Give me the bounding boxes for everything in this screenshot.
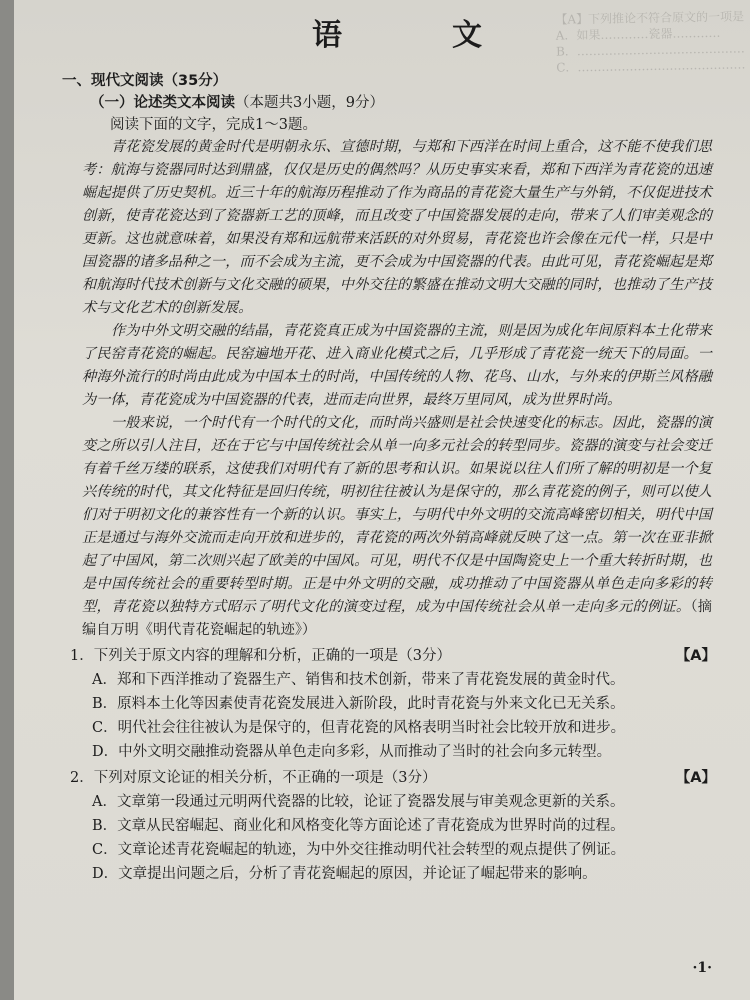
passage-source: （摘编自万明《明代青花瓷崛起的轨迹》） bbox=[82, 599, 712, 638]
page-number: ·1· bbox=[692, 960, 712, 976]
answer-mark: 【A】 bbox=[675, 648, 716, 664]
exam-page bbox=[14, 0, 750, 1000]
passage-paragraph bbox=[82, 412, 712, 642]
reading-passage bbox=[82, 136, 712, 642]
option-b: B．文章从民窑崛起、商业化和风格变化等方面论述了青花瓷成为世界时尚的过程。 bbox=[92, 818, 625, 834]
question-2 bbox=[70, 766, 716, 886]
question-stem bbox=[70, 766, 716, 790]
subsection-name: （一）论述类文本阅读 bbox=[90, 95, 235, 111]
answer-mark: 【A】 bbox=[675, 770, 716, 786]
question-stem-text: 1．下列关于原文内容的理解和分析，正确的一项是（3分） bbox=[70, 648, 451, 664]
question-1 bbox=[70, 644, 716, 764]
subsection-heading bbox=[82, 92, 712, 114]
option-a: A．文章第一段通过元明两代瓷器的比较，论证了瓷器发展与审美观念更新的关系。 bbox=[92, 794, 625, 810]
option-a: A．郑和下西洋推动了瓷器生产、销售和技术创新，带来了青花瓷发展的黄金时代。 bbox=[92, 672, 625, 688]
subsection-note: （本题共3小题，9分） bbox=[235, 95, 384, 111]
passage-paragraph-text: 一般来说，一个时代有一个时代的文化，而时尚兴盛则是社会快速变化的标志。因此，瓷器的演变之所以引人注目，还在于它与中国传统社会从单一向多元社会的转型同步。瓷器的演变与社会变迁有着千丝万缕的联系，这使我们对明代有了新的思考和认识。如果说以往人们所了解的明初是一个复兴传统的时代，其文化特征是回归传统，明初往往被认为是保守的，那么青花瓷的例子，则可以使人们对于明初文化的兼容性有一个新的认识。事实上，与明代中外文明的交流高峰密切相关，明代中国正是通过与海外交流而走向开放和进步的，青花瓷的两次外销高峰就反映了这一点。第一次在亚非掀起了中国风，第二次则兴起了欧美的中国风。可见，明代不仅是中国陶瓷史上一个重大转折时期，也是中国传统社会的重要转型时期。正是中外文明的交融，成功推动了中国瓷器从单色走向多彩的转型，青花瓷以独特方式昭示了明代文化的演变过程，成为中国传统社会从单一走向多元的例证。 bbox=[82, 415, 712, 615]
reading-instruction: 阅读下面的文字，完成1～3题。 bbox=[110, 117, 317, 133]
passage-paragraph: 青花瓷发展的黄金时代是明朝永乐、宣德时期，与郑和下西洋在时间上重合，这不能不使我们思考：航海与瓷器同时达到鼎盛，仅仅是历史的偶然吗？从历史事实来看，郑和下西洋为青花瓷的迅速崛起提供了历史契机。近三十年的航海历程推动了作为商品的青花瓷大量生产与外销，不仅促进技术创新，使青花瓷达到了瓷器新工艺的顶峰，而且改变了中国瓷器发展的走向，带来了人们审美观念的更新。这也就意味着，如果没有郑和远航带来活跃的对外贸易，青花瓷也许会像在元代一样，只是中国瓷器的诸多品种之一，而不会成为主流，更不会成为中国瓷器的代表。由此可见，青花瓷崛起是郑和航海时代技术创新与文化交融的硕果，中外交往的繁盛在推动文明大交融的同时，也推动了生产技术与文化艺术的创新发展。 bbox=[82, 139, 712, 316]
question-stem bbox=[70, 644, 716, 668]
option-d: D．文章提出问题之后，分析了青花瓷崛起的原因，并论证了崛起带来的影响。 bbox=[92, 866, 597, 882]
question-stem-text: 2．下列对原文论证的相关分析，不正确的一项是（3分） bbox=[70, 770, 437, 786]
option-d: D．中外文明交融推动瓷器从单色走向多彩，从而推动了当时的社会向多元转型。 bbox=[92, 744, 612, 760]
option-c: C．文章论述青花瓷崛起的轨迹，为中外交往推动明代社会转型的观点提供了例证。 bbox=[92, 842, 626, 858]
option-b: B．原料本土化等因素使青花瓷发展进入新阶段，此时青花瓷与外来文化已无关系。 bbox=[92, 696, 625, 712]
passage-paragraph: 作为中外文明交融的结晶，青花瓷真正成为中国瓷器的主流，则是因为成化年间原料本土化带来了民窑青花瓷的崛起。民窑遍地开花、进入商业化模式之后，几乎形成了青花瓷一统天下的局面。一种海外流行的时尚由此成为中国本土的时尚，中国传统的人物、花鸟、山水，与外来的伊斯兰风格融为一体，青花瓷成为中国瓷器的代表，进而走向世界，最终万里同风，成为世界时尚。 bbox=[82, 323, 712, 408]
section-heading: 一、现代文阅读（35分） bbox=[62, 73, 228, 89]
option-c: C．明代社会往往被认为是保守的，但青花瓷的风格表明当时社会比较开放和进步。 bbox=[92, 720, 626, 736]
show-through-text: 【A】下列推论不符合原文的一项是 A．如果…………瓷器………… B．…………………………………… C．…………………………………… bbox=[555, 9, 746, 75]
page-title: 语 文 bbox=[312, 18, 522, 53]
